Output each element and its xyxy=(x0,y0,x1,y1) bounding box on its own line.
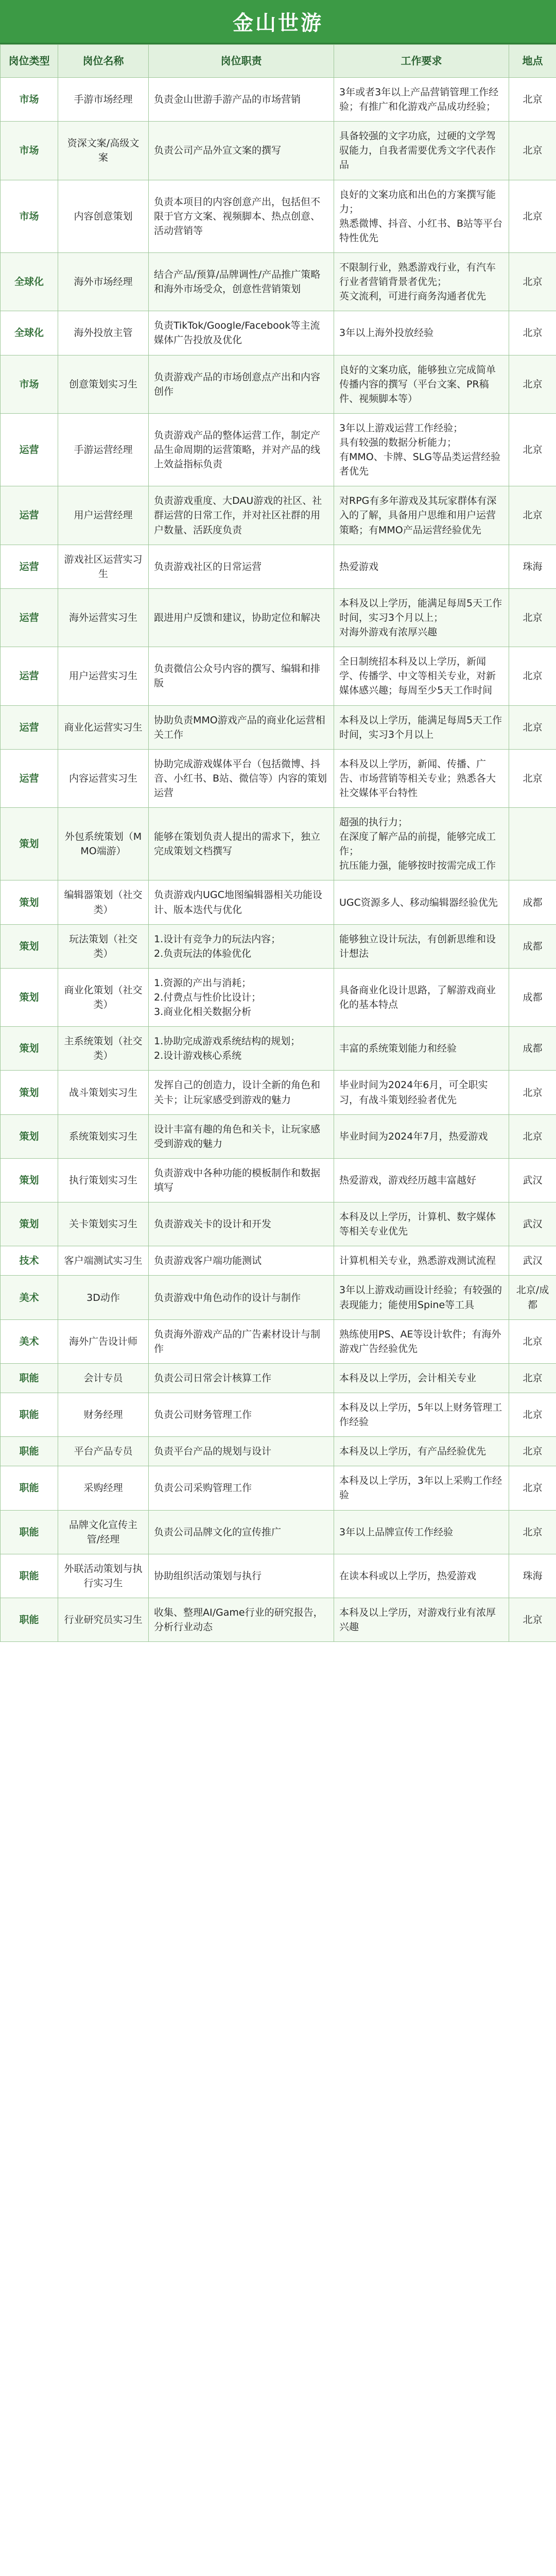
job-name: 用户运营经理 xyxy=(58,486,149,545)
job-requirement: 计算机相关专业，熟悉游戏测试流程 xyxy=(334,1246,509,1276)
job-type: 策划 xyxy=(1,880,58,924)
job-location xyxy=(509,808,556,880)
job-location: 北京 xyxy=(509,122,556,180)
table-row xyxy=(1,180,556,252)
job-location: 武汉 xyxy=(509,1246,556,1276)
job-name: 玩法策划（社交类） xyxy=(58,924,149,968)
header-name: 岗位名称 xyxy=(58,45,149,78)
table-row xyxy=(1,1027,556,1071)
job-requirement: 能够独立设计玩法，有创新思维和设计想法 xyxy=(334,924,509,968)
job-location: 北京 xyxy=(509,486,556,545)
job-type: 全球化 xyxy=(1,252,58,311)
job-name: 战斗策划实习生 xyxy=(58,1071,149,1114)
job-duty: 设计丰富有趣的角色和关卡，让玩家感受到游戏的魅力 xyxy=(149,1114,334,1158)
job-name: 商业化运营实习生 xyxy=(58,705,149,749)
job-requirement: 本科及以上学历，新闻、传播、广告、市场营销等相关专业；熟悉各大社交媒体平台特性 xyxy=(334,749,509,807)
job-duty: 负责游戏客户端功能测试 xyxy=(149,1246,334,1276)
table-row xyxy=(1,1276,556,1319)
job-type: 职能 xyxy=(1,1466,58,1510)
job-type: 运营 xyxy=(1,486,58,545)
job-type: 美术 xyxy=(1,1319,58,1363)
table-row xyxy=(1,749,556,807)
job-type: 职能 xyxy=(1,1598,58,1641)
job-type: 职能 xyxy=(1,1554,58,1598)
job-requirement: 本科及以上学历，能满足每周5天工作时间，实习3个月以上； 对海外游戏有浓厚兴趣 xyxy=(334,588,509,647)
job-type: 市场 xyxy=(1,78,58,122)
job-duty: 协助完成游戏媒体平台（包括微博、抖音、小红书、B站、微信等）内容的策划运营 xyxy=(149,749,334,807)
job-type: 职能 xyxy=(1,1510,58,1554)
job-duty: 1.协助完成游戏系统结构的规划； 2.设计游戏核心系统 xyxy=(149,1027,334,1071)
job-type: 策划 xyxy=(1,968,58,1026)
header-type: 岗位类型 xyxy=(1,45,58,78)
job-type: 运营 xyxy=(1,545,58,588)
job-location: 珠海 xyxy=(509,545,556,588)
table-row xyxy=(1,252,556,311)
job-name: 内容运营实习生 xyxy=(58,749,149,807)
job-type: 全球化 xyxy=(1,311,58,355)
job-name: 主系统策划（社交类） xyxy=(58,1027,149,1071)
job-duty: 1.设计有竞争力的玩法内容； 2.负责玩法的体验优化 xyxy=(149,924,334,968)
table-row xyxy=(1,1554,556,1598)
job-requirement: UGC资源多人、移动编辑器经验优先 xyxy=(334,880,509,924)
job-requirement: 丰富的系统策划能力和经验 xyxy=(334,1027,509,1071)
job-location: 北京 xyxy=(509,78,556,122)
table-row xyxy=(1,311,556,355)
job-name: 手游运营经理 xyxy=(58,413,149,486)
job-duty: 负责微信公众号内容的撰写、编辑和排版 xyxy=(149,647,334,705)
table-row xyxy=(1,122,556,180)
job-name: 手游市场经理 xyxy=(58,78,149,122)
job-requirement: 本科及以上学历，会计相关专业 xyxy=(334,1363,509,1393)
job-duty: 发挥自己的创造力，设计全新的角色和关卡；让玩家感受到游戏的魅力 xyxy=(149,1071,334,1114)
job-duty: 负责本项目的内容创意产出，包括但不限于官方文案、视频脚本、热点创意、活动营销等 xyxy=(149,180,334,252)
job-location: 北京 xyxy=(509,588,556,647)
job-duty: 负责TikTok/Google/Facebook等主流媒体广告投放及优化 xyxy=(149,311,334,355)
job-name: 资深文案/高级文案 xyxy=(58,122,149,180)
job-requirement: 热爱游戏，游戏经历越丰富越好 xyxy=(334,1158,509,1202)
header-requirement: 工作要求 xyxy=(334,45,509,78)
table-row xyxy=(1,968,556,1026)
job-location: 北京 xyxy=(509,180,556,252)
table-row xyxy=(1,355,556,413)
job-requirement: 具备商业化设计思路，了解游戏商业化的基本特点 xyxy=(334,968,509,1026)
job-name: 外联活动策划与执行实习生 xyxy=(58,1554,149,1598)
job-duty: 协助负责MMO游戏产品的商业化运营相关工作 xyxy=(149,705,334,749)
job-type: 策划 xyxy=(1,1202,58,1246)
job-location: 北京 xyxy=(509,1319,556,1363)
job-name: 外包系统策划（MMO端游） xyxy=(58,808,149,880)
job-requirement: 本科及以上学历，3年以上采购工作经验 xyxy=(334,1466,509,1510)
job-name: 海外投放主管 xyxy=(58,311,149,355)
job-name: 3D动作 xyxy=(58,1276,149,1319)
job-type: 运营 xyxy=(1,705,58,749)
job-type: 职能 xyxy=(1,1437,58,1466)
jobs-table xyxy=(0,44,556,1642)
job-location: 成都 xyxy=(509,880,556,924)
table-row xyxy=(1,1158,556,1202)
job-type: 市场 xyxy=(1,180,58,252)
job-requirement: 3年或者3年以上产品营销管理工作经验；有推广和化游戏产品成功经验； xyxy=(334,78,509,122)
job-type: 策划 xyxy=(1,1027,58,1071)
table-row xyxy=(1,1202,556,1246)
job-duty: 负责游戏产品的市场创意点产出和内容创作 xyxy=(149,355,334,413)
job-duty: 负责公司产品外宣文案的撰写 xyxy=(149,122,334,180)
job-requirement: 本科及以上学历，有产品经验优先 xyxy=(334,1437,509,1466)
page-title: 金山世游 xyxy=(0,0,556,44)
job-name: 海外运营实习生 xyxy=(58,588,149,647)
job-location: 北京 xyxy=(509,705,556,749)
job-location: 成都 xyxy=(509,924,556,968)
job-location: 武汉 xyxy=(509,1202,556,1246)
job-requirement: 本科及以上学历，计算机、数字媒体等相关专业优先 xyxy=(334,1202,509,1246)
table-row xyxy=(1,1598,556,1641)
job-name: 内容创意策划 xyxy=(58,180,149,252)
job-location: 北京 xyxy=(509,1437,556,1466)
table-row xyxy=(1,1393,556,1437)
job-type: 运营 xyxy=(1,749,58,807)
job-duty: 负责游戏内UGC地图编辑器相关功能设计、版本迭代与优化 xyxy=(149,880,334,924)
job-location: 北京 xyxy=(509,252,556,311)
job-type: 策划 xyxy=(1,924,58,968)
table-row xyxy=(1,1363,556,1393)
header-location: 地点 xyxy=(509,45,556,78)
job-requirement: 本科及以上学历，对游戏行业有浓厚兴趣 xyxy=(334,1598,509,1641)
job-duty: 负责海外游戏产品的广告素材设计与制作 xyxy=(149,1319,334,1363)
job-duty: 负责游戏中各种功能的模板制作和数据填写 xyxy=(149,1158,334,1202)
job-name: 采购经理 xyxy=(58,1466,149,1510)
table-row xyxy=(1,588,556,647)
job-type: 市场 xyxy=(1,122,58,180)
job-location: 北京 xyxy=(509,1114,556,1158)
job-duty: 负责平台产品的规划与设计 xyxy=(149,1437,334,1466)
table-row xyxy=(1,1114,556,1158)
table-header-row xyxy=(1,45,556,78)
job-duty: 负责公司品牌文化的宣传推广 xyxy=(149,1510,334,1554)
job-requirement: 良好的文案功底和出色的方案撰写能力； 熟悉微博、抖音、小红书、B站等平台特性优先 xyxy=(334,180,509,252)
job-type: 运营 xyxy=(1,588,58,647)
table-row xyxy=(1,1466,556,1510)
job-type: 策划 xyxy=(1,1071,58,1114)
table-row xyxy=(1,413,556,486)
job-duty: 1.资源的产出与消耗； 2.付费点与性价比设计； 3.商业化相关数据分析 xyxy=(149,968,334,1026)
job-requirement: 本科及以上学历，5年以上财务管理工作经验 xyxy=(334,1393,509,1437)
job-requirement: 全日制统招本科及以上学历，新闻学、传播学、中文等相关专业，对新媒体感兴趣；每周至少5天工作时间 xyxy=(334,647,509,705)
job-requirement: 3年以上游戏动画设计经验；有较强的表现能力；能使用Spine等工具 xyxy=(334,1276,509,1319)
job-type: 策划 xyxy=(1,1158,58,1202)
job-type: 运营 xyxy=(1,647,58,705)
job-location: 北京 xyxy=(509,1393,556,1437)
header-duty: 岗位职责 xyxy=(149,45,334,78)
table-row xyxy=(1,1319,556,1363)
job-duty: 负责游戏关卡的设计和开发 xyxy=(149,1202,334,1246)
job-requirement: 热爱游戏 xyxy=(334,545,509,588)
job-type: 职能 xyxy=(1,1393,58,1437)
job-requirement: 3年以上海外投放经验 xyxy=(334,311,509,355)
table-row xyxy=(1,924,556,968)
table-row xyxy=(1,78,556,122)
job-name: 用户运营实习生 xyxy=(58,647,149,705)
job-name: 品牌文化宣传主管/经理 xyxy=(58,1510,149,1554)
job-duty: 负责游戏重度、大DAU游戏的社区、社群运营的日常工作，并对社区社群的用户数量、活跃度负责 xyxy=(149,486,334,545)
job-name: 海外广告设计师 xyxy=(58,1319,149,1363)
job-location: 武汉 xyxy=(509,1158,556,1202)
job-location: 北京 xyxy=(509,1071,556,1114)
job-name: 海外市场经理 xyxy=(58,252,149,311)
job-requirement: 本科及以上学历，能满足每周5天工作时间，实习3个月以上 xyxy=(334,705,509,749)
job-name: 会计专员 xyxy=(58,1363,149,1393)
table-row xyxy=(1,1071,556,1114)
job-requirement: 3年以上品牌宣传工作经验 xyxy=(334,1510,509,1554)
job-location: 北京 xyxy=(509,1363,556,1393)
job-duty: 负责公司日常会计核算工作 xyxy=(149,1363,334,1393)
job-type: 职能 xyxy=(1,1363,58,1393)
job-requirement: 良好的文案功底，能够独立完成简单传播内容的撰写（平台文案、PR稿件、视频脚本等） xyxy=(334,355,509,413)
table-row xyxy=(1,880,556,924)
job-location: 珠海 xyxy=(509,1554,556,1598)
job-name: 编辑器策划（社交类） xyxy=(58,880,149,924)
table-row xyxy=(1,808,556,880)
job-duty: 跟进用户反馈和建议，协助定位和解决 xyxy=(149,588,334,647)
job-duty: 负责游戏社区的日常运营 xyxy=(149,545,334,588)
job-duty: 负责公司财务管理工作 xyxy=(149,1393,334,1437)
job-duty: 结合产品/预算/品牌调性/产品推广策略和海外市场受众，创意性营销策划 xyxy=(149,252,334,311)
job-name: 关卡策划实习生 xyxy=(58,1202,149,1246)
job-duty: 协助组织活动策划与执行 xyxy=(149,1554,334,1598)
job-requirement: 3年以上游戏运营工作经验； 具有较强的数据分析能力； 有MMO、卡牌、SLG等品类运营经验者优先 xyxy=(334,413,509,486)
job-type: 策划 xyxy=(1,808,58,880)
job-location: 北京 xyxy=(509,749,556,807)
job-location: 北京 xyxy=(509,311,556,355)
job-requirement: 不限制行业，熟悉游戏行业，有汽车行业者营销背景者优先； 英文流利，可进行商务沟通者优先 xyxy=(334,252,509,311)
job-type: 策划 xyxy=(1,1114,58,1158)
job-location: 北京 xyxy=(509,1466,556,1510)
job-name: 商业化策划（社交类） xyxy=(58,968,149,1026)
job-location: 北京 xyxy=(509,647,556,705)
table-row xyxy=(1,545,556,588)
job-name: 客户端测试实习生 xyxy=(58,1246,149,1276)
job-requirement: 在读本科或以上学历，热爱游戏 xyxy=(334,1554,509,1598)
job-location: 北京 xyxy=(509,1598,556,1641)
job-location: 北京 xyxy=(509,1510,556,1554)
job-requirement: 超强的执行力； 在深度了解产品的前提，能够完成工作； 抗压能力强，能够按时按需完成工作 xyxy=(334,808,509,880)
job-location: 成都 xyxy=(509,968,556,1026)
job-location: 北京 xyxy=(509,355,556,413)
job-name: 创意策划实习生 xyxy=(58,355,149,413)
job-location: 北京/成都 xyxy=(509,1276,556,1319)
job-duty: 负责游戏中角色动作的设计与制作 xyxy=(149,1276,334,1319)
table-row xyxy=(1,1510,556,1554)
job-name: 系统策划实习生 xyxy=(58,1114,149,1158)
job-name: 游戏社区运营实习生 xyxy=(58,545,149,588)
job-location: 成都 xyxy=(509,1027,556,1071)
job-type: 美术 xyxy=(1,1276,58,1319)
job-duty: 能够在策划负责人提出的需求下，独立完成策划文档撰写 xyxy=(149,808,334,880)
job-duty: 收集、整理AI/Game行业的研究报告，分析行业动态 xyxy=(149,1598,334,1641)
job-type: 技术 xyxy=(1,1246,58,1276)
job-name: 平台产品专员 xyxy=(58,1437,149,1466)
table-row xyxy=(1,705,556,749)
job-duty: 负责金山世游手游产品的市场营销 xyxy=(149,78,334,122)
job-requirement: 熟练使用PS、AE等设计软件；有海外游戏广告经验优先 xyxy=(334,1319,509,1363)
job-location: 北京 xyxy=(509,413,556,486)
job-name: 执行策划实习生 xyxy=(58,1158,149,1202)
job-requirement: 具备较强的文字功底，过硬的文学驾驭能力，自我者需要优秀文字代表作品 xyxy=(334,122,509,180)
job-duty: 负责公司采购管理工作 xyxy=(149,1466,334,1510)
table-row xyxy=(1,1437,556,1466)
job-requirement: 毕业时间为2024年6月，可全职实习，有战斗策划经验者优先 xyxy=(334,1071,509,1114)
job-requirement: 毕业时间为2024年7月，热爱游戏 xyxy=(334,1114,509,1158)
job-requirement: 对RPG有多年游戏及其玩家群体有深入的了解，具备用户思维和用户运营策略；有MMO产品运营经验优先 xyxy=(334,486,509,545)
table-row xyxy=(1,647,556,705)
job-type: 市场 xyxy=(1,355,58,413)
table-row xyxy=(1,486,556,545)
job-duty: 负责游戏产品的整体运营工作，制定产品生命周期的运营策略，并对产品的线上效益指标负责 xyxy=(149,413,334,486)
job-name: 财务经理 xyxy=(58,1393,149,1437)
job-type: 运营 xyxy=(1,413,58,486)
job-name: 行业研究员实习生 xyxy=(58,1598,149,1641)
table-row xyxy=(1,1246,556,1276)
